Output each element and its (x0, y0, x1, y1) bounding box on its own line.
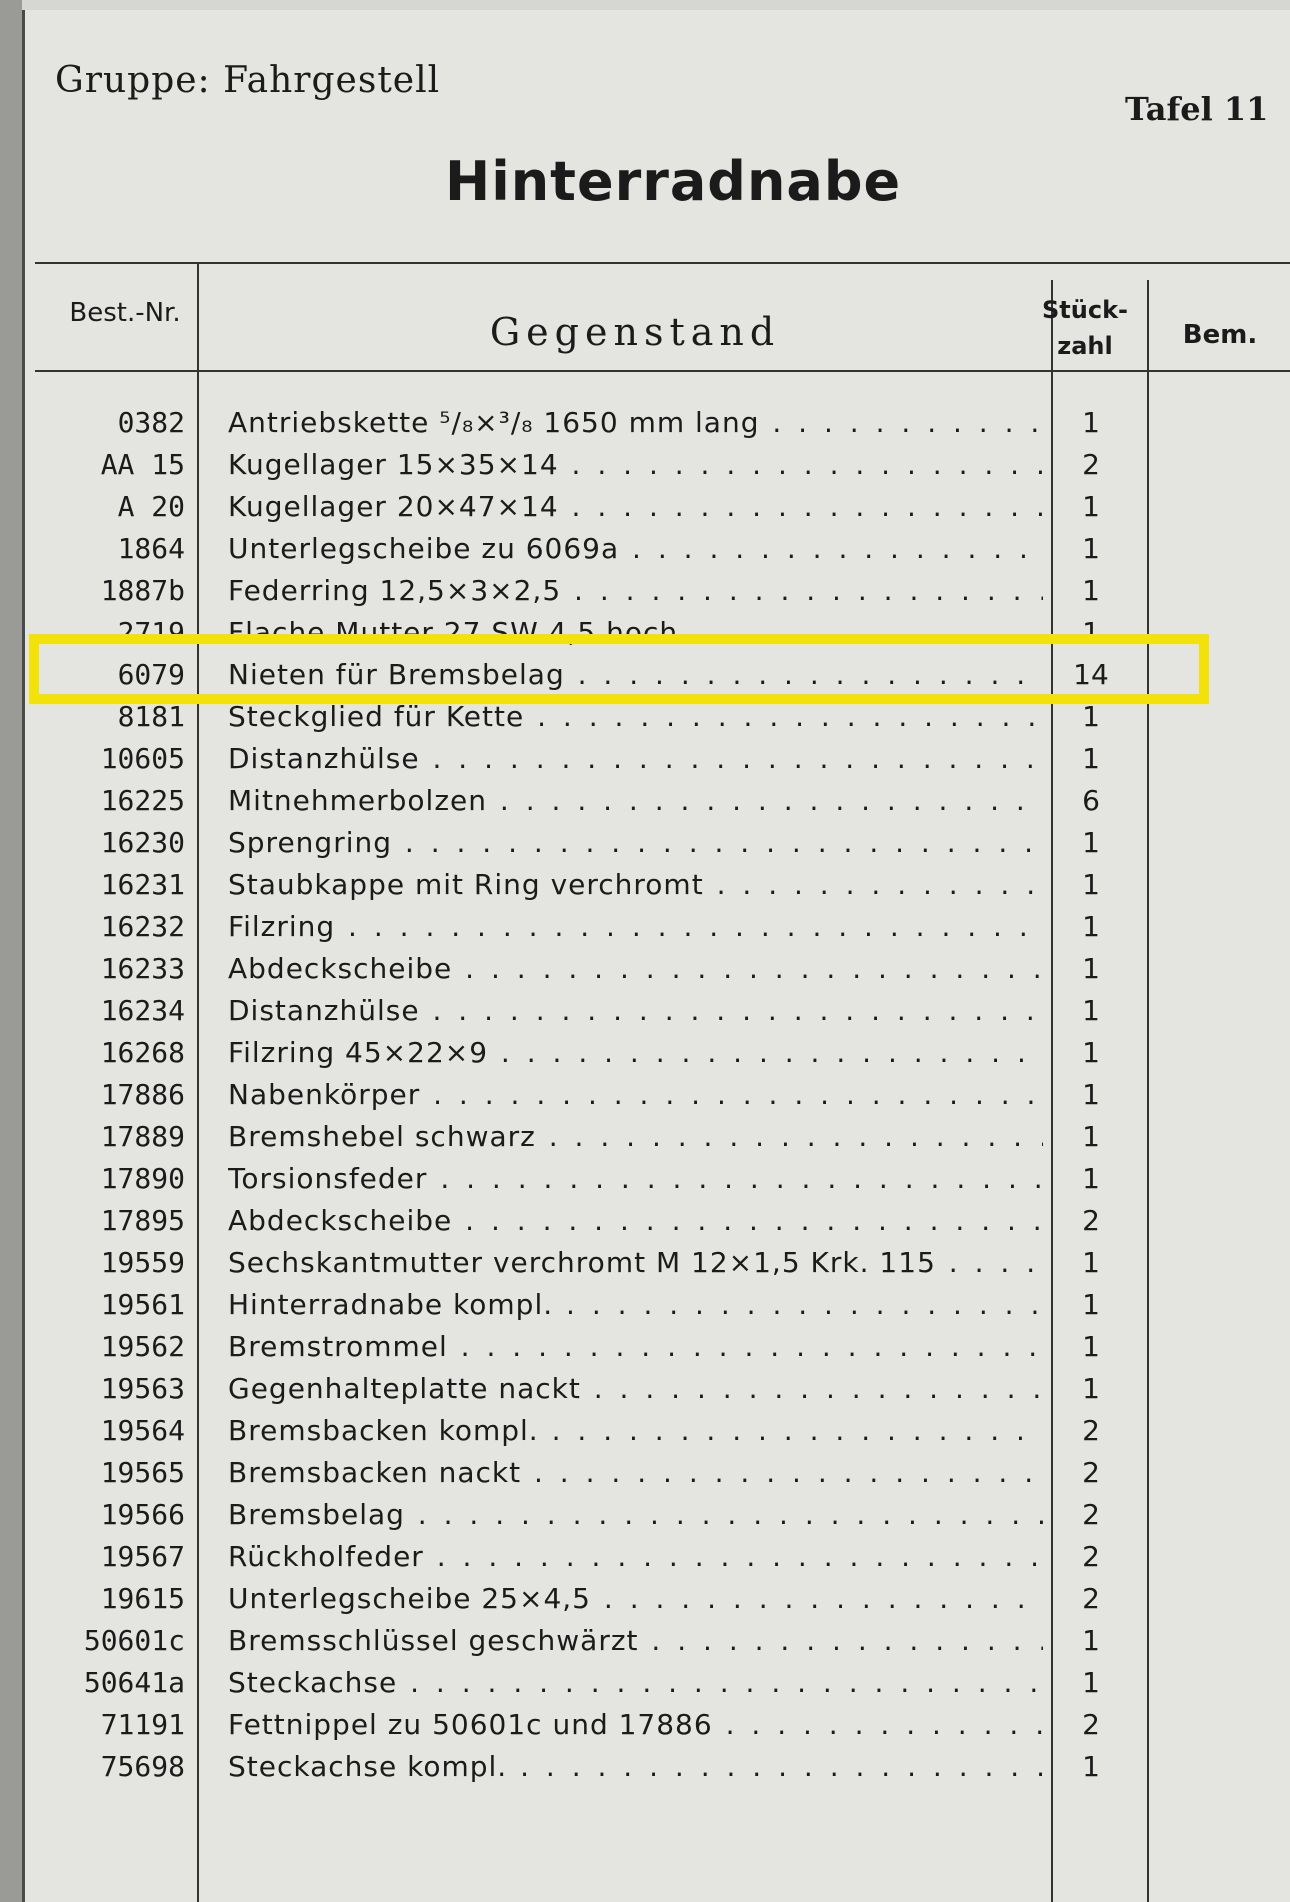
order-number: 16233 (100, 952, 185, 985)
item-description: Mitnehmerbolzen . . . (228, 780, 1043, 822)
order-number: 19559 (100, 1246, 185, 1279)
quantity: 1 (1082, 742, 1100, 775)
quantity: 1 (1082, 994, 1100, 1027)
quantity: 2 (1082, 1456, 1100, 1489)
order-number: 16234 (100, 994, 185, 1027)
quantity: 1 (1082, 868, 1100, 901)
order-number: 10605 (100, 742, 185, 775)
order-number: 1887b (100, 574, 185, 607)
table-row (25, 1074, 1290, 1116)
quantity: 1 (1082, 1246, 1100, 1279)
order-number: 75698 (100, 1750, 185, 1783)
column-header-order-no: Best.-Nr. (69, 298, 181, 328)
quantity: 2 (1082, 1498, 1100, 1531)
order-number: 17890 (100, 1162, 185, 1195)
item-description: Torsionsfeder . . . (228, 1158, 1043, 1200)
item-description: Steckachse kompl. . . . (228, 1746, 1043, 1788)
group-label: Gruppe: Fahrgestell (55, 60, 441, 101)
quantity: 2 (1082, 1708, 1100, 1741)
table-row (25, 1368, 1290, 1410)
item-description: Nabenkörper . . . (228, 1074, 1043, 1116)
item-description: Bremsbacken kompl. . . . (228, 1410, 1043, 1452)
page-title: Hinterradnabe (445, 150, 902, 213)
quantity: 1 (1082, 700, 1100, 733)
quantity: 1 (1082, 1666, 1100, 1699)
item-description: Federring 12,5×3×2,5 . . . (228, 570, 1043, 612)
table-row (25, 948, 1290, 990)
quantity: 14 (1073, 658, 1109, 691)
quantity: 2 (1082, 1414, 1100, 1447)
table-row (25, 1410, 1290, 1452)
table-row (25, 1326, 1290, 1368)
page-edge (0, 0, 22, 1902)
item-description: Bremsbacken nackt . . . (228, 1452, 1043, 1494)
table-row (25, 1704, 1290, 1746)
table-row (25, 1116, 1290, 1158)
table-row (25, 1620, 1290, 1662)
item-description: Kugellager 20×47×14 . . . (228, 486, 1043, 528)
item-description: Bremsbelag . . . (228, 1494, 1043, 1536)
order-number: 16230 (100, 826, 185, 859)
quantity: 2 (1082, 1540, 1100, 1573)
item-description: Flache Mutter 27 SW 4,5 hoch . . . (228, 612, 1043, 654)
order-number: 19566 (100, 1498, 185, 1531)
item-description: Unterlegscheibe zu 6069a . . . (228, 528, 1043, 570)
table-row (25, 738, 1290, 780)
order-number: 16231 (100, 868, 185, 901)
plate-number: Tafel 11 (1125, 90, 1269, 128)
order-number: 19615 (100, 1582, 185, 1615)
quantity: 6 (1082, 784, 1100, 817)
table-row (25, 1578, 1290, 1620)
quantity: 1 (1082, 616, 1100, 649)
item-description: Sechskantmutter verchromt M 12×1,5 Krk. 115 . . . (228, 1242, 1043, 1284)
quantity: 2 (1082, 1582, 1100, 1615)
column-header-quantity (1025, 292, 1145, 364)
quantity: 1 (1082, 1750, 1100, 1783)
item-description: Kugellager 15×35×14 . . . (228, 444, 1043, 486)
order-number: 16268 (100, 1036, 185, 1069)
column-header-item: Gegenstand (489, 310, 781, 354)
quantity: 1 (1082, 1624, 1100, 1657)
parts-table (25, 402, 1290, 1788)
table-row (25, 528, 1290, 570)
order-number: 16225 (100, 784, 185, 817)
item-description: Rückholfeder . . . (228, 1536, 1043, 1578)
table-row (25, 1494, 1290, 1536)
table-row (25, 1536, 1290, 1578)
item-description: Bremsschlüssel geschwärzt . . . (228, 1620, 1043, 1662)
order-number: 19563 (100, 1372, 185, 1405)
item-description: Filzring 45×22×9 . . . (228, 1032, 1043, 1074)
table-row (25, 486, 1290, 528)
table-row (25, 1284, 1290, 1326)
order-number: 19567 (100, 1540, 185, 1573)
table-row (25, 1242, 1290, 1284)
table-row (25, 1200, 1290, 1242)
table-row (25, 1662, 1290, 1704)
quantity: 1 (1082, 1162, 1100, 1195)
item-description: Steckglied für Kette . . . (228, 696, 1043, 738)
column-header-quantity-line1: Stück- (1042, 296, 1128, 324)
item-description: Fettnippel zu 50601c und 17886 . . . (228, 1704, 1043, 1746)
table-row (25, 444, 1290, 486)
item-description: Staubkappe mit Ring verchromt . . . (228, 864, 1043, 906)
quantity: 1 (1082, 1330, 1100, 1363)
highlight-box (29, 634, 1209, 704)
item-description: Abdeckscheibe . . . (228, 1200, 1043, 1242)
quantity: 1 (1082, 1372, 1100, 1405)
item-description: Abdeckscheibe . . . (228, 948, 1043, 990)
order-number: 19562 (100, 1330, 185, 1363)
header-bottom-rule (35, 370, 1290, 372)
item-description: Sprengring . . . (228, 822, 1043, 864)
order-number: 2719 (117, 616, 185, 649)
column-header-remark: Bem. (1182, 320, 1258, 350)
quantity: 1 (1082, 532, 1100, 565)
table-row (25, 1158, 1290, 1200)
order-number: 0382 (117, 406, 185, 439)
order-number: 8181 (117, 700, 185, 733)
order-number: 17886 (100, 1078, 185, 1111)
table-row (25, 780, 1290, 822)
order-number: 19565 (100, 1456, 185, 1489)
quantity: 1 (1082, 1078, 1100, 1111)
item-description: Gegenhalteplatte nackt . . . (228, 1368, 1043, 1410)
item-description: Hinterradnabe kompl. . . . (228, 1284, 1043, 1326)
table-row (25, 1452, 1290, 1494)
order-number: A 20 (117, 490, 185, 523)
table-row (25, 906, 1290, 948)
order-number: 17889 (100, 1120, 185, 1153)
quantity: 2 (1082, 448, 1100, 481)
table-row (25, 402, 1290, 444)
header-top-rule (35, 262, 1290, 264)
quantity: 2 (1082, 1204, 1100, 1237)
quantity: 1 (1082, 910, 1100, 943)
parts-list-page (22, 10, 1290, 1902)
quantity: 1 (1082, 1288, 1100, 1321)
order-number: 19564 (100, 1414, 185, 1447)
order-number: 71191 (100, 1708, 185, 1741)
table-row (25, 822, 1290, 864)
order-number: 6079 (117, 658, 185, 691)
order-number: 1864 (117, 532, 185, 565)
order-number: 50641a (83, 1666, 185, 1699)
order-number: AA 15 (100, 448, 185, 481)
quantity: 1 (1082, 952, 1100, 985)
table-row (25, 570, 1290, 612)
quantity: 1 (1082, 826, 1100, 859)
order-number: 17895 (100, 1204, 185, 1237)
order-number: 50601c (83, 1624, 185, 1657)
quantity: 1 (1082, 1036, 1100, 1069)
item-description: Steckachse . . . (228, 1662, 1043, 1704)
order-number: 19561 (100, 1288, 185, 1321)
item-description: Filzring . . . (228, 906, 1043, 948)
quantity: 1 (1082, 574, 1100, 607)
item-description: Bremshebel schwarz . . . (228, 1116, 1043, 1158)
table-row (25, 864, 1290, 906)
item-description: Bremstrommel . . . (228, 1326, 1043, 1368)
column-header-quantity-line2: zahl (1057, 332, 1113, 360)
item-description: Distanzhülse . . . (228, 738, 1043, 780)
table-row (25, 1746, 1290, 1788)
item-description: Antriebskette ⁵/₈×³/₈ 1650 mm lang . . . (228, 402, 1043, 444)
order-number: 16232 (100, 910, 185, 943)
item-description: Unterlegscheibe 25×4,5 . . . (228, 1578, 1043, 1620)
item-description: Distanzhülse . . . (228, 990, 1043, 1032)
quantity: 1 (1082, 490, 1100, 523)
item-description: Nieten für Bremsbelag . . . (228, 654, 1043, 696)
quantity: 1 (1082, 1120, 1100, 1153)
table-row (25, 990, 1290, 1032)
table-row (25, 1032, 1290, 1074)
quantity: 1 (1082, 406, 1100, 439)
